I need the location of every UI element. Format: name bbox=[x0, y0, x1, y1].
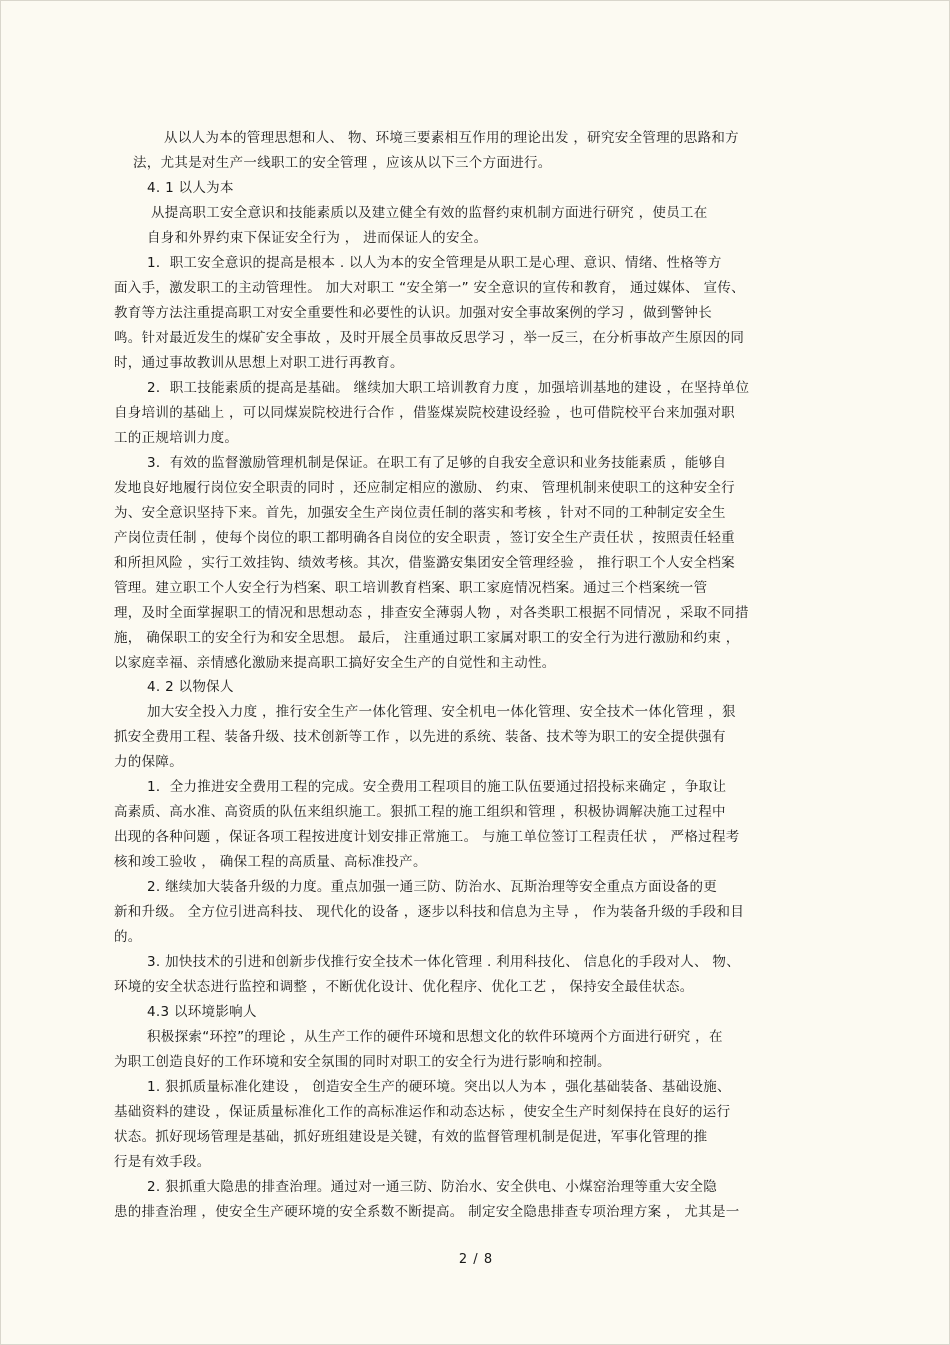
text-line: 法，尤其是对生产一线职工的安全管理 ，应该从以下三个方面进行。 bbox=[133, 155, 552, 171]
text-line: 2．职工技能素质的提高是基础。 继续加大职工培训教育力度 ，加强培训基地的建设 ，在坚持单位 bbox=[147, 380, 750, 396]
text-line: 工的正规培训力度。 bbox=[114, 430, 239, 446]
text-line: 1. 狠抓质量标准化建设 ， 创造安全生产的硬环境。突出以人为本 ，强化基础装备、基础设施、 bbox=[147, 1079, 731, 1095]
page-number: 2 / 8 bbox=[458, 1252, 494, 1267]
text-line: 施， 确保职工的安全行为和安全思想。 最后， 注重通过职工家属对职工的安全行为进行激励和约束 ， bbox=[114, 630, 740, 646]
text-line: 出现的各种问题 ，保证各项工程按进度计划安排正常施工。 与施工单位签订工程责任状 ， 严格过程考 bbox=[114, 829, 740, 845]
text-line: 基础资料的建设 ，保证质量标准化工作的高标准运作和动态达标 ，使安全生产时刻保持在良好的运行 bbox=[114, 1104, 731, 1120]
text-line: 以家庭幸福、亲情感化激励来提高职工搞好安全生产的自觉性和主动性。 bbox=[114, 655, 556, 671]
text-line: 发地良好地履行岗位安全职责的同时 ，还应制定相应的激励、 约束、 管理机制来使职工的这种安全行 bbox=[114, 480, 735, 496]
text-line: 积极探索“环控”的理论 ，从生产工作的硬件环境和思想文化的软件环境两个方面进行研究 ，在 bbox=[147, 1029, 723, 1045]
text-line: 4. 1 以人为本 bbox=[147, 180, 234, 196]
text-line: 3．有效的监督激励管理机制是保证。在职工有了足够的自我安全意识和业务技能素质 ，能够自 bbox=[147, 455, 727, 471]
text-line: 从提高职工安全意识和技能素质以及建立健全有效的监督约束机制方面进行研究 ，使员工在 bbox=[151, 205, 708, 221]
text-line: 抓安全费用工程、装备升级、技术创新等工作 ，以先进的系统、装备、技术等为职工的安全提供强有 bbox=[114, 729, 726, 745]
text-line: 管理。建立职工个人安全行为档案、职工培训教育档案、职工家庭情况档案。通过三个档案统一管 bbox=[114, 580, 708, 596]
text-line: 高素质、高水准、高资质的队伍来组织施工。狠抓工程的施工组织和管理 ，积极协调解决施工过程中 bbox=[114, 804, 726, 820]
text-line: 2. 狠抓重大隐患的排查治理。通过对一通三防、防治水、安全供电、小煤窑治理等重大安全隐 bbox=[147, 1179, 718, 1195]
text-line: 环境的安全状态进行监控和调整 ，不断优化设计、优化程序、优化工艺 ， 保持安全最佳状态。 bbox=[114, 979, 694, 995]
text-line: 鸣。针对最近发生的煤矿安全事故 ，及时开展全员事故反思学习 ，举一反三，在分析事故产生原因的同 bbox=[114, 330, 745, 346]
text-line: 1．职工安全意识的提高是根本 . 以人为本的安全管理是从职工是心理、意识、情绪、性格等方 bbox=[147, 255, 722, 271]
text-line: 2. 继续加大装备升级的力度。重点加强一通三防、防治水、瓦斯治理等安全重点方面设备的更 bbox=[147, 879, 718, 895]
text-line: 新和升级。 全方位引进高科技、 现代化的设备 ，逐步以科技和信息为主导 ， 作为装备升级的手段和目 bbox=[114, 904, 745, 920]
text-line: 的。 bbox=[114, 929, 142, 945]
text-line: 产岗位责任制 ，使每个岗位的职工都明确各自岗位的安全职责 ，签订安全生产责任状 ，按照责任轻重 bbox=[114, 530, 735, 546]
text-line: 为职工创造良好的工作环境和安全氛围的同时对职工的安全行为进行影响和控制。 bbox=[114, 1054, 611, 1070]
text-line: 力的保障。 bbox=[114, 754, 183, 770]
text-line: 理，及时全面掌握职工的情况和思想动态 ，排查安全薄弱人物 ，对各类职工根据不同情况 ，采取不同措 bbox=[114, 605, 749, 621]
text-line: 从以人为本的管理思想和人、 物、环境三要素相互作用的理论出发 ，研究安全管理的思路和方 bbox=[164, 130, 739, 146]
text-line: 1．全力推进安全费用工程的完成。安全费用工程项目的施工队伍要通过招投标来确定 ，争取让 bbox=[147, 779, 727, 795]
text-line: 3. 加快技术的引进和创新步伐推行安全技术一体化管理 . 利用科技化、 信息化的手段对人、 物、 bbox=[147, 954, 741, 970]
text-line: 行是有效手段。 bbox=[114, 1154, 211, 1170]
text-line: 核和竣工验收 ， 确保工程的高质量、高标准投产。 bbox=[114, 854, 427, 870]
text-line: 状态。抓好现场管理是基础，抓好班组建设是关键，有效的监督管理机制是促进，军事化管理的推 bbox=[114, 1129, 708, 1145]
text-line: 患的排查治理 ，使安全生产硬环境的安全系数不断提高。 制定安全隐患排查专项治理方案 ， 尤其是一 bbox=[114, 1204, 740, 1220]
text-line: 时，通过事故教训从思想上对职工进行再教育。 bbox=[114, 355, 404, 371]
text-line: 4. 2 以物保人 bbox=[147, 679, 234, 695]
text-line: 4.3 以环境影响人 bbox=[147, 1004, 257, 1020]
text-line: 和所担风险 ，实行工效挂钩、绩效考核。其次，借鉴潞安集团安全管理经验 ， 推行职工个人安全档案 bbox=[114, 555, 735, 571]
text-line: 教育等方法注重提高职工对安全重要性和必要性的认识。加强对安全事故案例的学习 ，做到警钟长 bbox=[114, 305, 712, 321]
text-line: 为、安全意识坚持下来。首先，加强安全生产岗位责任制的落实和考核 ，针对不同的工种制定安全生 bbox=[114, 505, 726, 521]
text-line: 面入手，激发职工的主动管理性。 加大对职工 “安全第一” 安全意识的宣传和教育， 通过媒体、 宣传、 bbox=[114, 280, 745, 296]
text-line: 自身培训的基础上 ，可以同煤炭院校进行合作 ，借鉴煤炭院校建设经验 ，也可借院校平台来加强对职 bbox=[114, 405, 735, 421]
text-line: 加大安全投入力度 ，推行安全生产一体化管理、安全机电一体化管理、安全技术一体化管理 ，狠 bbox=[147, 704, 736, 720]
text-line: 自身和外界约束下保证安全行为 ， 进而保证人的安全。 bbox=[147, 230, 488, 246]
